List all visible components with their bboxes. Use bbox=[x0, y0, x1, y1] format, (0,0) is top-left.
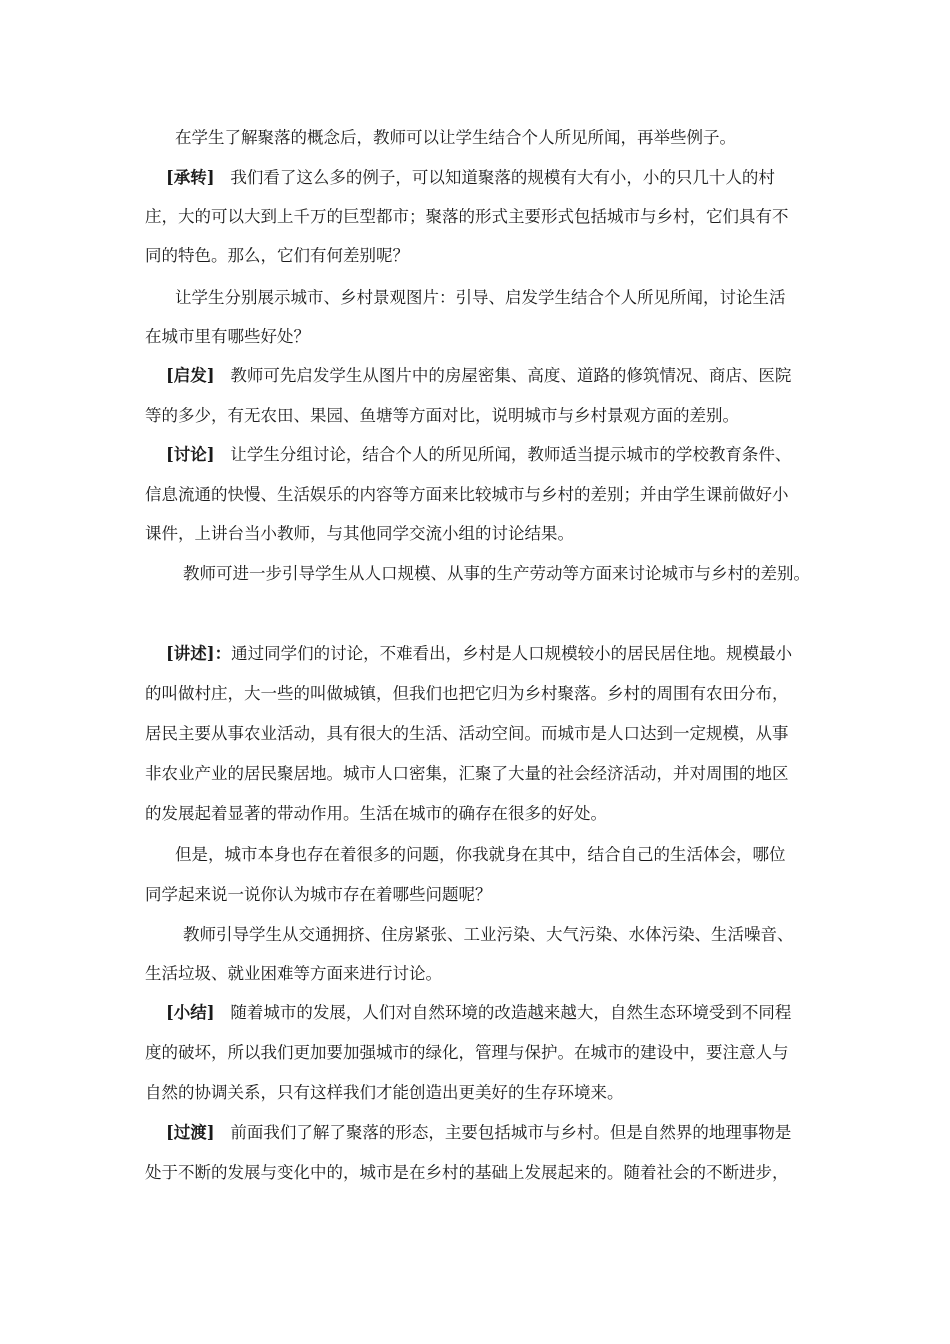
text-line: 处于不断的发展与变化中的，城市是在乡村的基础上发展起来的。随着社会的不断进步， bbox=[145, 1163, 789, 1182]
text-line: 通过同学们的讨论，不难看出，乡村是人口规模较小的居民居住地。规模最小 bbox=[231, 644, 793, 663]
paragraph-qifa bbox=[166, 366, 791, 386]
text-line: 教师可先启发学生从图片中的房屋密集、高度、道路的修筑情况、商店、医院 bbox=[230, 366, 792, 385]
text-line: 同的特色。那么，它们有何差别呢？ bbox=[145, 246, 409, 265]
text-line: 课件，上讲台当小教师，与其他同学交流小组的讨论结果。 bbox=[145, 524, 574, 543]
section-tag: [小结] bbox=[166, 1003, 215, 1022]
text-line: 庄，大的可以大到上千万的巨型都市；聚落的形式主要形式包括城市与乡村，它们具有不 bbox=[145, 207, 789, 226]
section-tag: [讲述]： bbox=[166, 644, 232, 663]
text-line: 非农业产业的居民聚居地。城市人口密集，汇聚了大量的社会经济活动，并对周围的地区 bbox=[145, 764, 789, 783]
paragraph-jiangshu bbox=[166, 644, 792, 664]
paragraph-xiaojie bbox=[166, 1003, 791, 1023]
text-line: 居民主要从事农业活动，具有很大的生活、活动空间。而城市是人口达到一定规模，从事 bbox=[145, 724, 789, 743]
text-line: 让学生分组讨论，结合个人的所见所闻，教师适当提示城市的学校教育条件、 bbox=[230, 445, 792, 464]
section-tag: [承转] bbox=[166, 168, 215, 187]
paragraph-taolun bbox=[166, 445, 791, 465]
paragraph-teacher-guide: 教师引导学生从交通拥挤、住房紧张、工业污染、大气污染、水体污染、生活噪音、 bbox=[183, 925, 794, 944]
text-line: 前面我们了解了聚落的形态，主要包括城市与乡村。但是自然界的地理事物是 bbox=[230, 1123, 792, 1142]
paragraph-further-guide: 教师可进一步引导学生从人口规模、从事的生产劳动等方面来讨论城市与乡村的差别。 bbox=[183, 564, 810, 583]
text-line: 等的多少，有无农田、果园、鱼塘等方面对比，说明城市与乡村景观方面的差别。 bbox=[145, 406, 739, 425]
paragraph-show-pictures: 让学生分别展示城市、乡村景观图片：引导、启发学生结合个人所见所闻，讨论生活 bbox=[175, 288, 786, 307]
text-line: 我们看了这么多的例子，可以知道聚落的规模有大有小，小的只几十人的村 bbox=[230, 168, 775, 187]
text-line: 生活垃圾、就业困难等方面来进行讨论。 bbox=[145, 964, 442, 983]
text-line: 在学生了解聚落的概念后，教师可以让学生结合个人所见所闻，再举些例子。 bbox=[175, 128, 736, 147]
text-line: 信息流通的快慢、生活娱乐的内容等方面来比较城市与乡村的差别；并由学生课前做好小 bbox=[145, 485, 789, 504]
paragraph-intro bbox=[175, 128, 736, 148]
text-line: 的叫做村庄，大一些的叫做城镇，但我们也把它归为乡村聚落。乡村的周围有农田分布， bbox=[145, 684, 789, 703]
text-line: 的发展起着显著的带动作用。生活在城市的确存在很多的好处。 bbox=[145, 804, 607, 823]
section-tag: [讨论] bbox=[166, 445, 215, 464]
text-line: 自然的协调关系，只有这样我们才能创造出更美好的生存环境来。 bbox=[145, 1083, 624, 1102]
text-line: 在城市里有哪些好处？ bbox=[145, 327, 310, 346]
paragraph-chengzhuan bbox=[166, 168, 775, 188]
paragraph-guodu bbox=[166, 1123, 791, 1143]
text-line: 同学起来说一说你认为城市存在着哪些问题呢？ bbox=[145, 885, 492, 904]
text-line: 度的破坏，所以我们更加要加强城市的绿化，管理与保护。在城市的建设中，要注意人与 bbox=[145, 1043, 789, 1062]
section-tag: [过渡] bbox=[166, 1123, 215, 1142]
text-line: 随着城市的发展，人们对自然环境的改造越来越大，自然生态环境受到不同程 bbox=[230, 1003, 792, 1022]
paragraph-city-problems: 但是，城市本身也存在着很多的问题，你我就身在其中，结合自己的生活体会，哪位 bbox=[175, 845, 786, 864]
section-tag: [启发] bbox=[166, 366, 215, 385]
